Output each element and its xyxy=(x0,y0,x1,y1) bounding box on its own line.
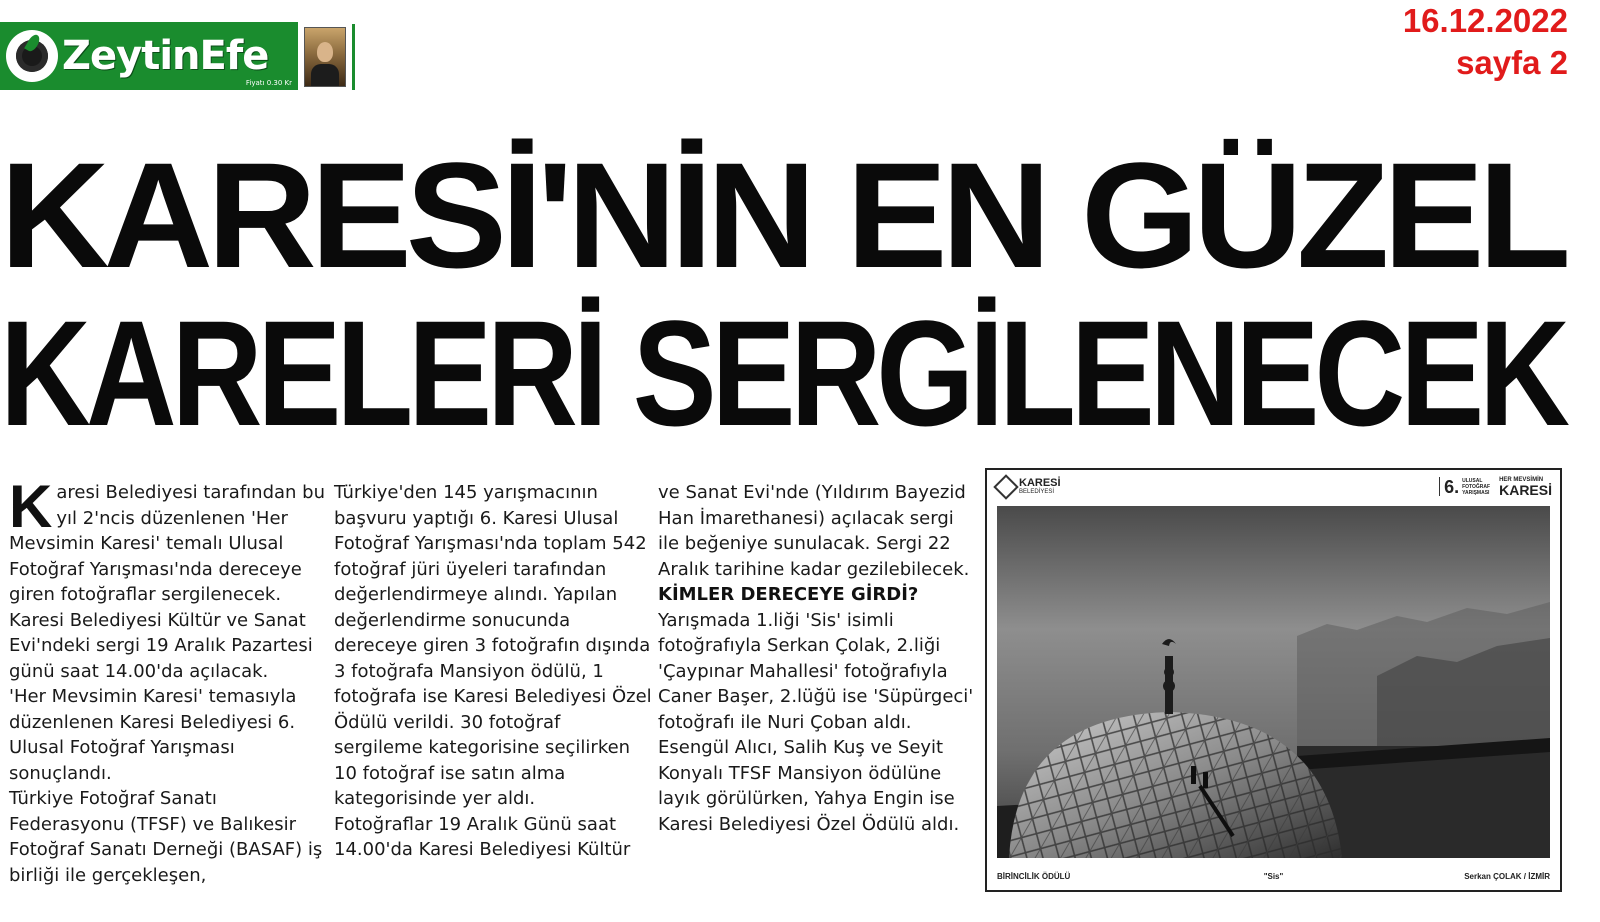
photo-title: "Sis" xyxy=(1263,872,1284,881)
masthead-divider xyxy=(352,24,355,90)
drop-cap: K xyxy=(9,473,53,540)
award-photo xyxy=(985,468,1562,892)
article-column-1 xyxy=(9,473,327,888)
karesi-logo xyxy=(997,478,1061,496)
newspaper-price: Fiyatı 0.30 Kr xyxy=(245,79,292,87)
award-label: BİRİNCİLİK ÖDÜLÜ xyxy=(997,872,1071,881)
badge-title: KARESİ xyxy=(1499,482,1552,498)
section-subhead: KİMLER DERECEYE GİRDİ? xyxy=(658,584,919,605)
logo-title: KARESİ xyxy=(1019,477,1061,489)
competition-badge xyxy=(1439,477,1552,496)
article-paragraph: 'Her Mevsimin Karesi' temasıyla düzenlenen Karesi Belediyesi 6. Ulusal Fotoğraf Yarışması sonuçlandı. xyxy=(9,686,297,784)
article-column-3 xyxy=(658,480,976,837)
photo-caption xyxy=(997,870,1550,884)
article-paragraph: Fotoğraflar 19 Aralık Günü saat 14.00'da Karesi Belediyesi Kültür xyxy=(334,813,631,860)
issue-date: 16.12.2022 xyxy=(1402,2,1568,39)
headline-line-2: KARELERİ SERGİLENECEK xyxy=(0,289,1565,457)
article-paragraph: Türkiye Fotoğraf Sanatı Federasyonu (TFSF) ve Balıkesir Fotoğraf Sanatı Derneği (BASAF) iş birliği ile gerçekleşen, xyxy=(9,788,323,886)
headline-line-1: KARESİ'NİN EN GÜZEL xyxy=(0,131,1565,299)
dome-photograph xyxy=(997,506,1550,858)
photo-header xyxy=(987,470,1560,506)
logo-subtitle: BELEDİYESİ xyxy=(1019,489,1055,495)
article-paragraph: Yarışmada 1.liği 'Sis' isimli fotoğrafıyla Serkan Çolak, 2.liği 'Çaypınar Mahallesi' fotoğrafıyla Caner Başer, 2.lüğü ise 'Süpürgeci' fotoğrafı ile Nuri Çoban aldı. Esengül Alıcı, Salih Kuş ve Seyit Konyalı TFSF Mansiyon ödülüne layık görülürken, Yahya Engin ise Karesi Belediyesi Özel Ödülü aldı. xyxy=(658,609,974,835)
olive-logo-icon xyxy=(6,30,58,82)
newspaper-name: ZeytinEfe xyxy=(62,33,269,79)
article-column-2 xyxy=(334,480,652,863)
photographer-credit: Serkan ÇOLAK / İZMİR xyxy=(1464,872,1550,881)
article-paragraph: Türkiye'den 145 yarışmacının başvuru yaptığı 6. Karesi Ulusal Fotoğraf Yarışması'nda toplam 542 fotoğraf jüri üyeleri tarafından değerlendirmeye alındı. Yapılan değerlendirme sonucunda dereceye giren 3 fotoğrafın dışında 3 fotoğrafa Mansiyon ödülü, 1 fotoğrafa ise Karesi Belediyesi Özel Ödülü verildi. 30 fotoğraf sergileme kategorisine seçilirken 10 fotoğraf ise satın alma kategorisinde yer aldı. xyxy=(334,482,652,809)
badge-small-text: ULUSAL FOTOĞRAF YARIŞMASI xyxy=(1462,477,1491,496)
masthead xyxy=(0,22,298,90)
page-number: sayfa 2 xyxy=(1456,44,1568,81)
dateline xyxy=(1403,0,1568,84)
ataturk-portrait xyxy=(304,27,346,87)
badge-tag: HER MEVSİMİN xyxy=(1499,477,1544,483)
article-paragraph: aresi Belediyesi tarafından bu yıl 2'ncis düzenlenen 'Her Mevsimin Karesi' temalı Ulusal Fotoğraf Yarışması'nda dereceye giren fotoğraflar sergilenecek. Karesi Belediyesi Kültür ve Sanat Evi'ndeki sergi 19 Aralık Pazartesi günü saat 14.00'da açılacak. xyxy=(9,482,325,682)
badge-number: 6. xyxy=(1444,476,1460,497)
karesi-emblem-icon xyxy=(993,474,1018,499)
article-paragraph: ve Sanat Evi'nde (Yıldırım Bayezid Han İmarethanesi) açılacak sergi ile beğeniye sunulacak. Sergi 22 Aralık tarihine kadar gezilebilecek. xyxy=(658,482,970,580)
